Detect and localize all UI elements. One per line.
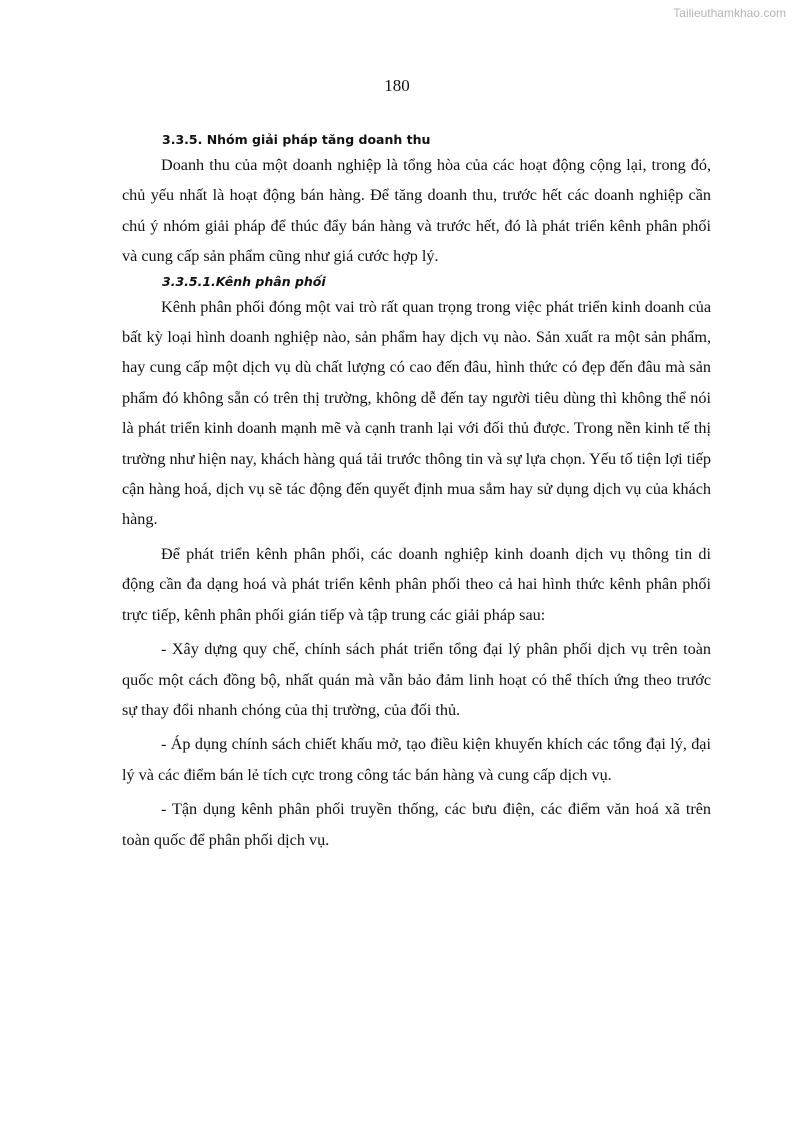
body-paragraph: Kênh phân phối đóng một vai trò rất quan trọng trong việc phát triển kinh doanh của bất kỳ loại hình doanh nghiệp nào, sản phẩm hay dịch vụ nào. Sản xuất ra một sản phẩm, hay cung cấp một dịch vụ dù chất lượng có cao đến đâu, hình thức có đẹp đến đâu mà sản phẩm đó không sẵn có trên thị trường, không dễ đến tay người tiêu dùng thì không thể nói là phát triển kinh doanh mạnh mẽ và cạnh tranh lại với đối thủ được. Trong nền kinh tế thị trường như hiện nay, khách hàng quá tải trước thông tin và sự lựa chọn. Yếu tố tiện lợi tiếp cận hàng hoá, dịch vụ sẽ tác động đến quyết định mua sắm hay sử dụng dịch vụ của khách hàng.: [122, 297, 711, 529]
page-number: 180: [384, 76, 410, 95]
subsection-heading: 3.3.5.1.Kênh phân phối: [162, 273, 326, 289]
bullet-item: - Tận dụng kênh phân phối truyền thống, các bưu điện, các điểm văn hoá xã trên toàn quốc để phân phối dịch vụ.: [122, 800, 711, 849]
body-paragraph: Để phát triển kênh phân phối, các doanh nghiệp kinh doanh dịch vụ thông tin di động cần đa dạng hoá và phát triển kênh phân phối theo cả hai hình thức kênh phân phối trực tiếp, kênh phân phối gián tiếp và tập trung các giải pháp sau:: [122, 544, 711, 624]
page-body: [122, 130, 711, 855]
bullet-item: - Xây dựng quy chế, chính sách phát triển tổng đại lý phân phối dịch vụ trên toàn quốc một cách đồng bộ, nhất quán mà vẫn bảo đảm linh hoạt có thể thích ứng theo trước sự thay đổi nhanh chóng của thị trường, của đối thủ.: [122, 640, 711, 719]
bullet-item: - Áp dụng chính sách chiết khấu mở, tạo điều kiện khuyến khích các tổng đại lý, đại lý và các điểm bán lẻ tích cực trong công tác bán hàng và cung cấp dịch vụ.: [122, 735, 711, 784]
intro-paragraph: Doanh thu của một doanh nghiệp là tổng hòa của các hoạt động cộng lại, trong đó, chủ yếu nhất là hoạt động bán hàng. Để tăng doanh thu, trước hết các doanh nghiệp cần chú ý nhóm giải pháp để thúc đẩy bán hàng và trước hết, đó là phát triển kênh phân phối và cung cấp sản phẩm cũng như giá cước hợp lý.: [122, 156, 711, 266]
section-heading: 3.3.5. Nhóm giải pháp tăng doanh thu: [162, 132, 431, 147]
watermark: Tailieuthamkhao.com: [673, 6, 786, 20]
